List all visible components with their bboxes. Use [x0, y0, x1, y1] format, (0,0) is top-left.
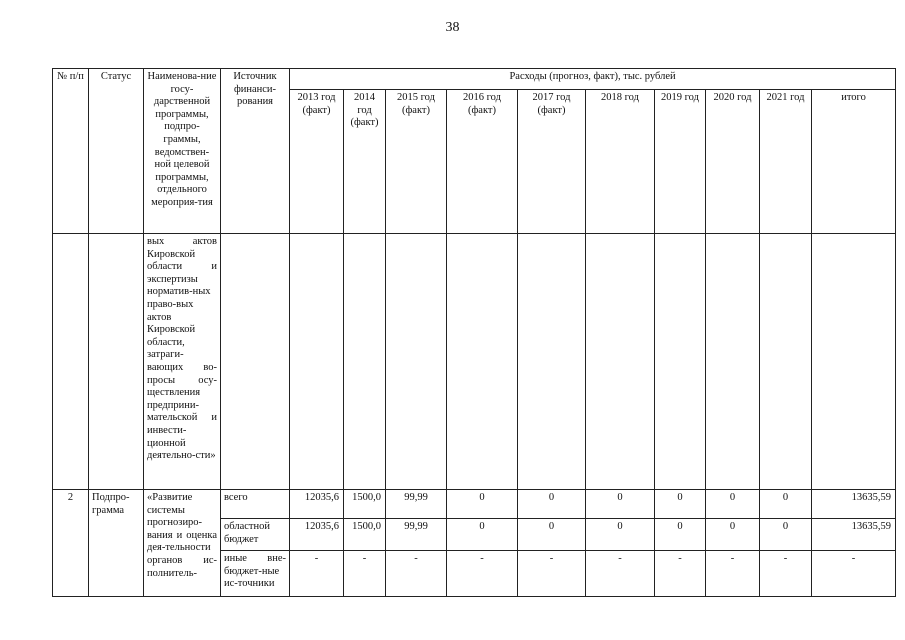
subprogram-num: 2: [53, 490, 89, 597]
value-cell: 0: [518, 490, 586, 519]
value-cell: -: [706, 551, 760, 597]
continuation-name: вых актов Кировской области и экспертизы норматив-ных право-вых актов Кировской области, затраги-вающих во-просы осу-ществления предприни-мательской и инвести-ционной деятельно-сти»: [144, 234, 221, 490]
value-cell: 0: [586, 519, 655, 551]
value-cell: -: [290, 551, 344, 597]
value-cell: -: [760, 551, 812, 597]
value-cell: 0: [586, 490, 655, 519]
value-cell: -: [812, 551, 896, 597]
value-cell: -: [344, 551, 386, 597]
value-cell: 0: [655, 490, 706, 519]
header-row-1: [53, 69, 896, 90]
value-cell: 1500,0: [344, 519, 386, 551]
header-source: Источник финанси-рования: [221, 69, 290, 234]
value-cell: 12035,6: [290, 519, 344, 551]
value-cell: 0: [706, 519, 760, 551]
source-cell: всего: [221, 490, 290, 519]
value-cell: 0: [447, 490, 518, 519]
cell-empty: [518, 234, 586, 490]
value-cell: 13635,59: [812, 519, 896, 551]
value-cell: 1500,0: [344, 490, 386, 519]
value-cell: -: [518, 551, 586, 597]
value-cell: 12035,6: [290, 490, 344, 519]
continuation-row: [53, 234, 896, 490]
cell-empty: [89, 234, 144, 490]
page-number: 38: [445, 20, 460, 35]
value-cell: 99,99: [386, 519, 447, 551]
value-cell: 0: [760, 519, 812, 551]
header-year: 2019 год: [655, 90, 706, 234]
expenses-table: [52, 68, 896, 597]
header-num: № п/п: [53, 69, 89, 234]
cell-empty: [447, 234, 518, 490]
value-cell: 0: [518, 519, 586, 551]
header-expenses: Расходы (прогноз, факт), тыс. рублей: [290, 69, 896, 90]
source-cell: иные вне-бюджет-ные ис-точники: [221, 551, 290, 597]
subprogram-row-total: [53, 490, 896, 519]
cell-empty: [386, 234, 447, 490]
cell-empty: [344, 234, 386, 490]
value-cell: -: [655, 551, 706, 597]
value-cell: -: [386, 551, 447, 597]
value-cell: 0: [760, 490, 812, 519]
value-cell: 0: [706, 490, 760, 519]
header-year: 2014 год (факт): [344, 90, 386, 234]
header-year: 2020 год: [706, 90, 760, 234]
cell-empty: [812, 234, 896, 490]
header-year: 2018 год: [586, 90, 655, 234]
value-cell: -: [447, 551, 518, 597]
value-cell: 0: [655, 519, 706, 551]
value-cell: -: [586, 551, 655, 597]
header-total: итого: [812, 90, 896, 234]
value-cell: 99,99: [386, 490, 447, 519]
header-year: 2017 год (факт): [518, 90, 586, 234]
cell-empty: [760, 234, 812, 490]
header-year: 2015 год (факт): [386, 90, 447, 234]
cell-empty: [290, 234, 344, 490]
cell-empty: [706, 234, 760, 490]
value-cell: 0: [447, 519, 518, 551]
header-status: Статус: [89, 69, 144, 234]
header-year: 2021 год: [760, 90, 812, 234]
cell-empty: [655, 234, 706, 490]
header-year: 2016 год (факт): [447, 90, 518, 234]
source-cell: областной бюджет: [221, 519, 290, 551]
cell-empty: [53, 234, 89, 490]
subprogram-status: Подпро-грамма: [89, 490, 144, 597]
value-cell: 13635,59: [812, 490, 896, 519]
cell-empty: [586, 234, 655, 490]
subprogram-name: «Развитие системы прогнозиро-вания и оценка дея-тельности органов ис-полнитель-: [144, 490, 221, 597]
header-name: Наименова-ние госу-дарственной программы, подпро-граммы, ведомствен-ной целевой программы, отдельного мероприя-тия: [144, 69, 221, 234]
cell-empty: [221, 234, 290, 490]
header-year: 2013 год (факт): [290, 90, 344, 234]
